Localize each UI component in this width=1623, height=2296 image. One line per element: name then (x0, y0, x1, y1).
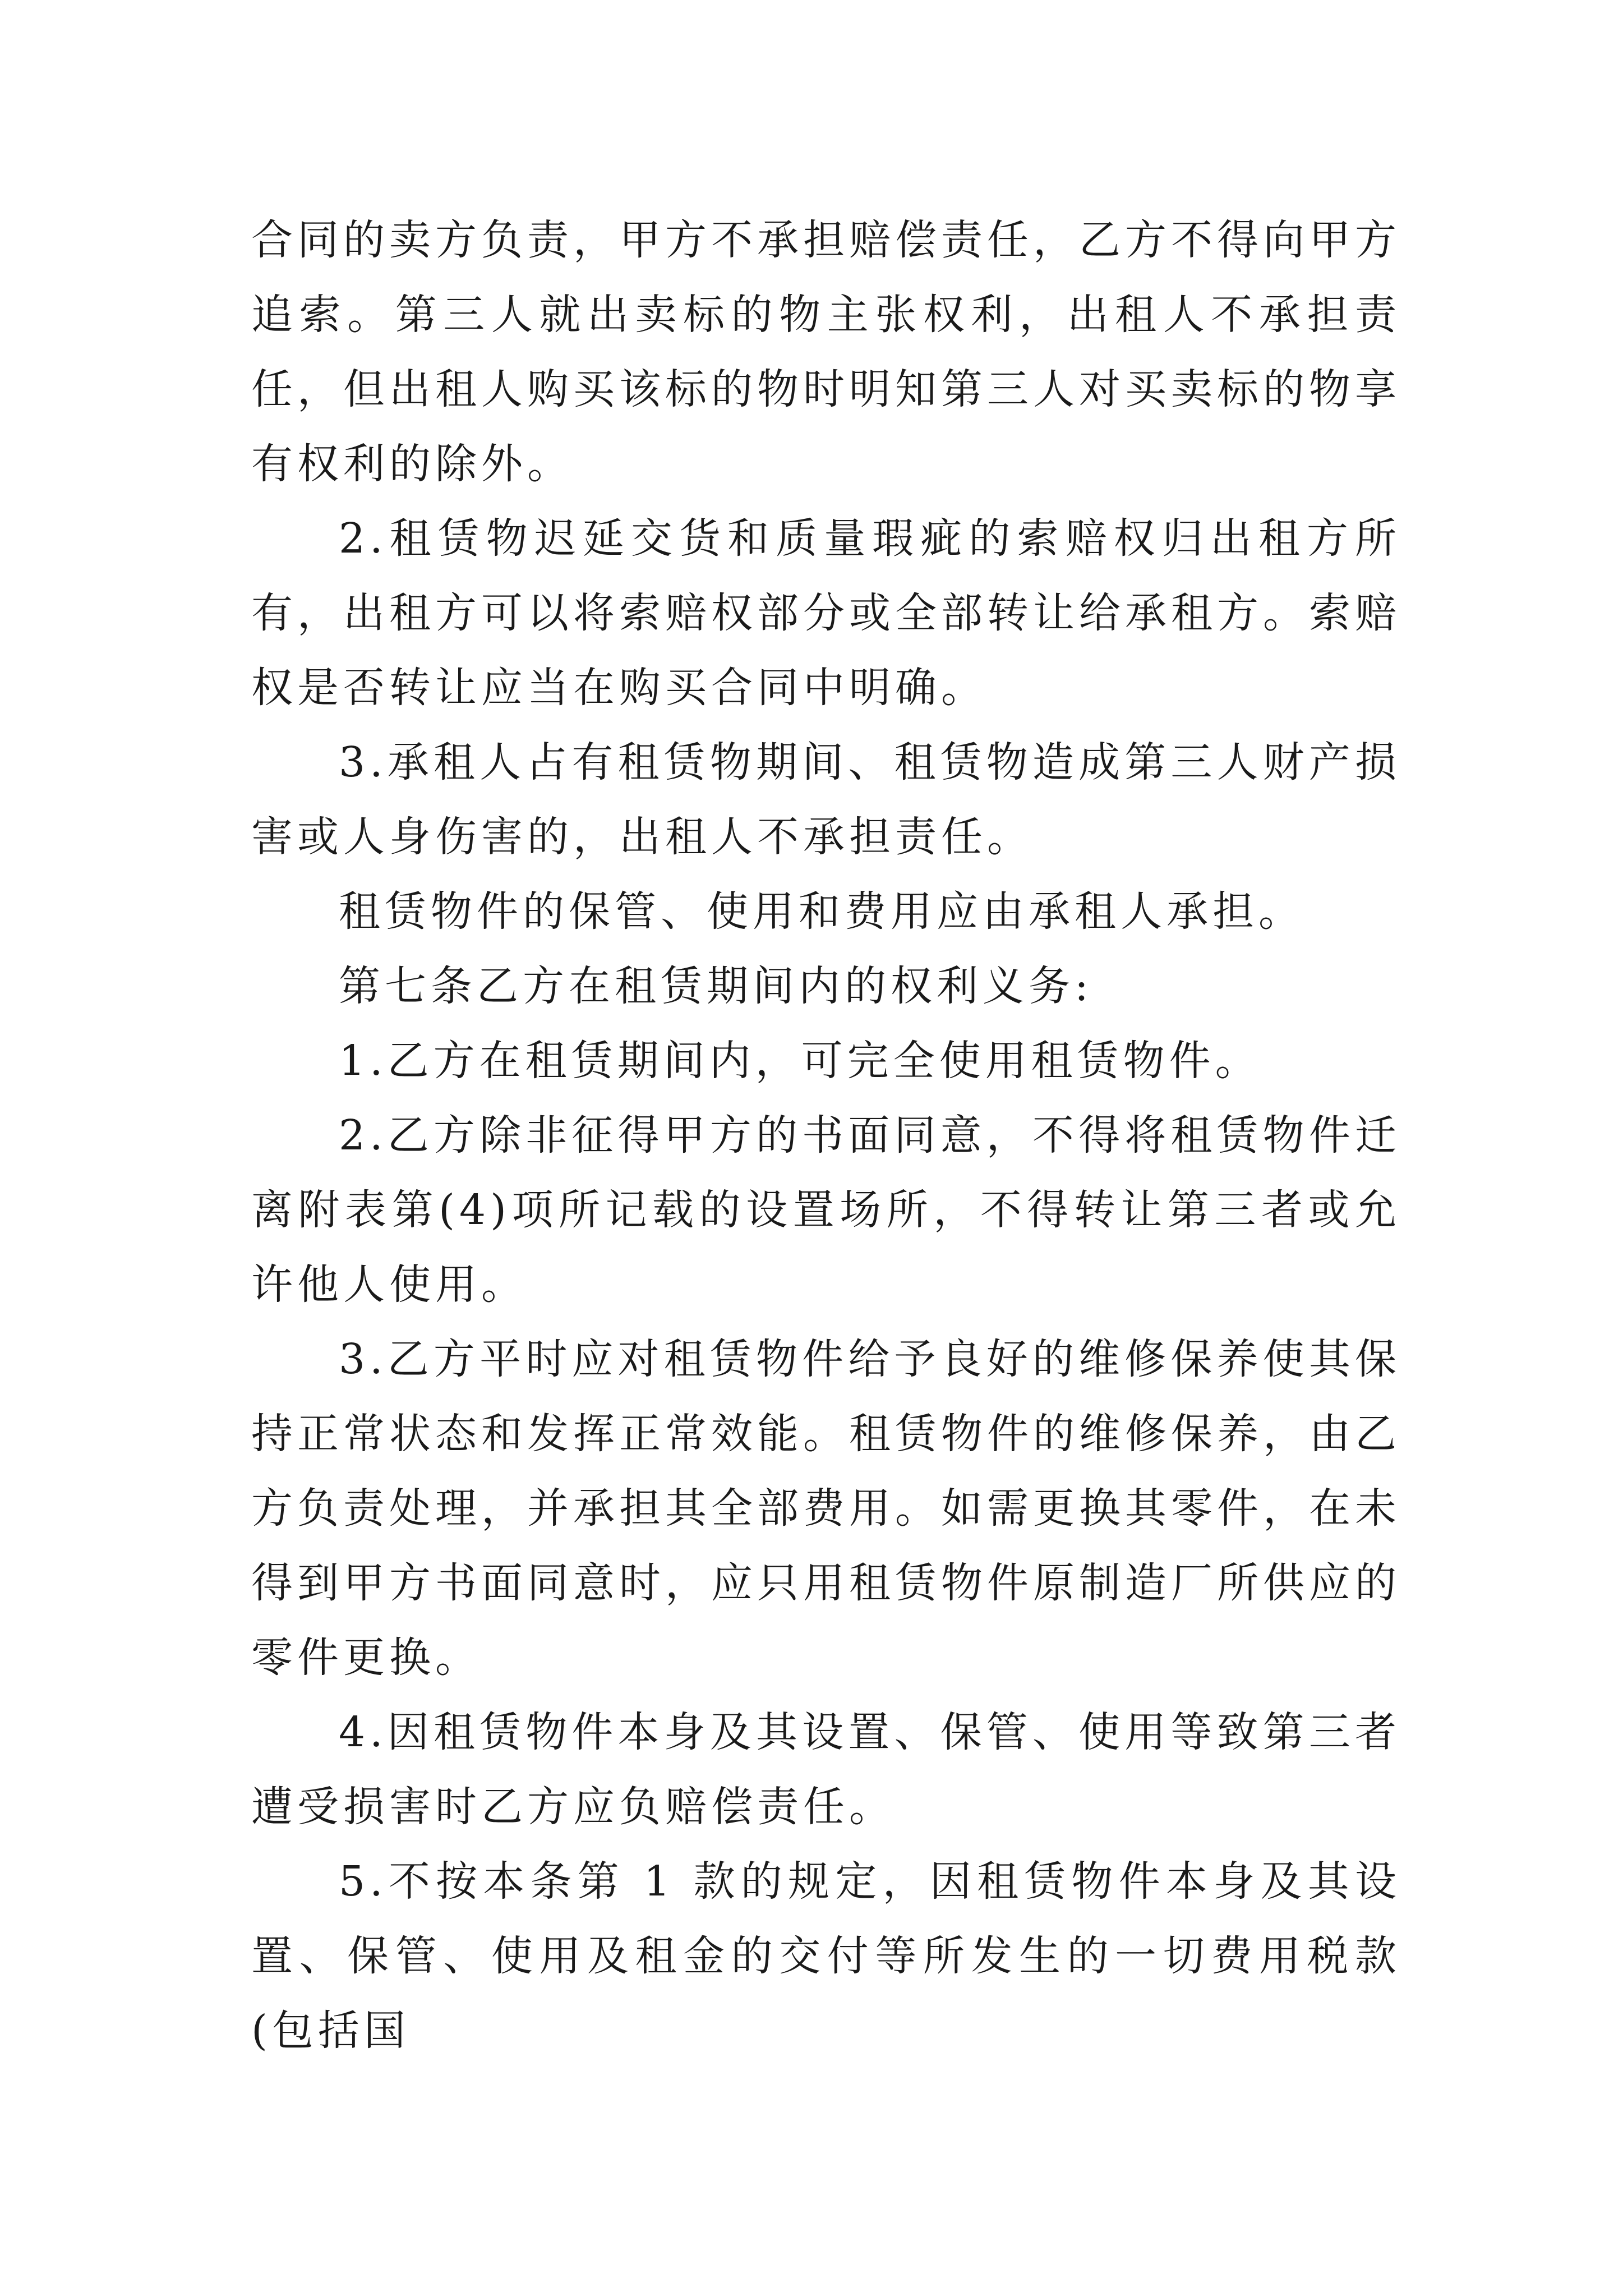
paragraph-item-2-claim-rights: 2.租赁物迟延交货和质量瑕疵的索赔权归出租方所有，出租方可以将索赔权部分或全部转让给承租方。索赔权是否转让应当在购买合同中明确。 (251, 514, 1401, 712)
section-heading-article-7: 第七条乙方在租赁期间内的权利义务: (339, 962, 1093, 1010)
paragraph-custody-costs: 租赁物件的保管、使用和费用应由承租人承担。 (339, 887, 1304, 936)
paragraph-article7-item-3: 3.乙方平时应对租赁物件给予良好的维修保养使其保持正常状态和发挥正常效能。租赁物件的维修保养，由乙方负责处理，并承担其全部费用。如需更换其零件，在未得到甲方书面同意时，应只用租赁物件原制造厂所供应的零件更换。 (251, 1335, 1401, 1682)
paragraph-article7-item-5: 5.不按本条第 1 款的规定，因租赁物件本身及其设置、保管、使用及租金的交付等所发生的一切费用税款(包括国 (251, 1857, 1401, 2055)
document-body (251, 203, 1401, 2068)
paragraph-item-3-liability: 3.承租人占有租赁物期间、租赁物造成第三人财产损害或人身伤害的，出租人不承担责任。 (251, 738, 1401, 861)
paragraph-article7-item-1: 1.乙方在租赁期间内，可完全使用租赁物件。 (339, 1037, 1261, 1085)
paragraph-article7-item-2: 2.乙方除非征得甲方的书面同意，不得将租赁物件迁离附表第(4)项所记载的设置场所，不得转让第三者或允许他人使用。 (251, 1111, 1401, 1309)
paragraph-continuation: 合同的卖方负责，甲方不承担赔偿责任，乙方不得向甲方追索。第三人就出卖标的物主张权利，出租人不承担责任，但出租人购买该标的物时明知第三人对买卖标的物享有权利的除外。 (251, 216, 1401, 488)
paragraph-article7-item-4: 4.因租赁物件本身及其设置、保管、使用等致第三者遭受损害时乙方应负赔偿责任。 (251, 1708, 1401, 1831)
